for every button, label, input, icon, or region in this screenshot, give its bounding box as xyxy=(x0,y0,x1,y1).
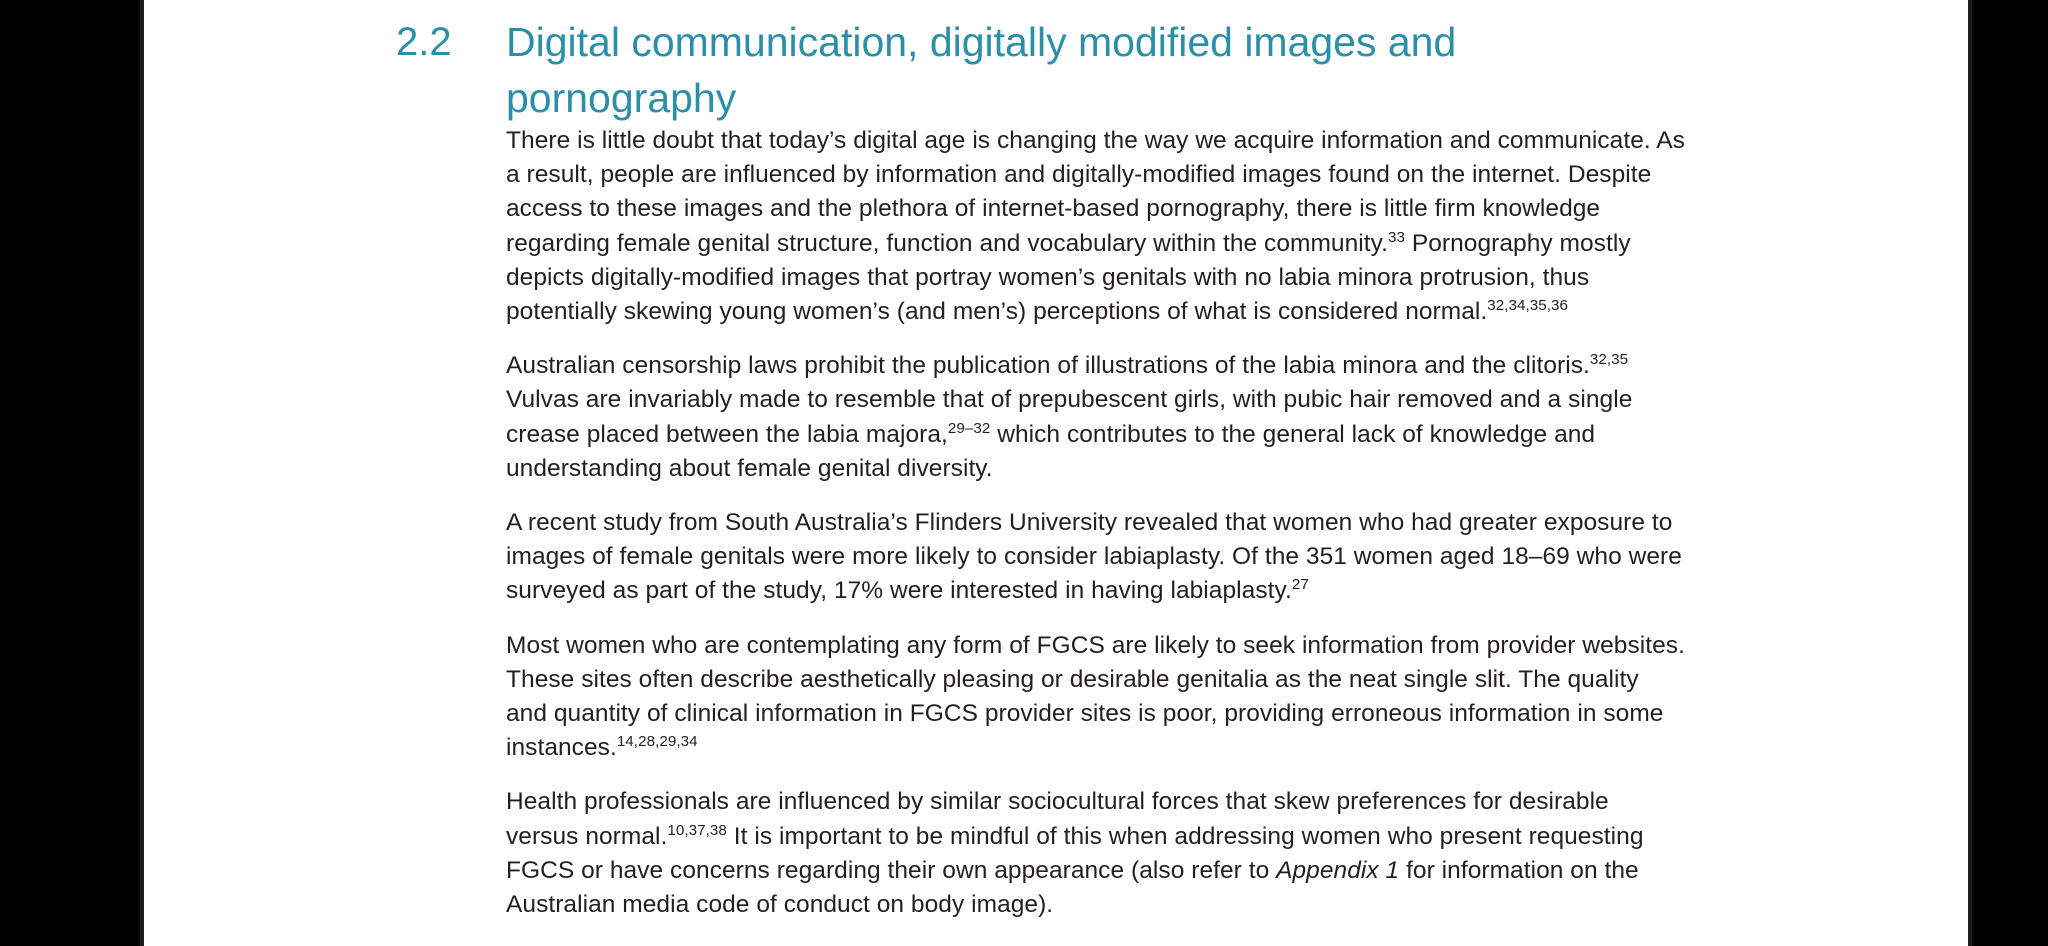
paragraph: A recent study from South Australia’s Flinders University revealed that women who had greater exposure to images of female genitals were more likely to consider labiaplasty. Of the 351 women aged 18–69 who were surveyed as part of the study, 17% were interested in having labiaplasty.$^{27}$ xyxy=(506,509,1682,605)
viewer-left-margin xyxy=(0,0,108,946)
section-title: Digital communication, digitally modified images and pornography xyxy=(506,19,1457,121)
paragraph: Most women who are contemplating any form of FGCS are likely to seek information from provider websites. These sites often describe aesthetically pleasing or desirable genitalia as the neat single slit. The quality and quantity of clinical information in FGCS provider sites is poor, providing erroneous information in some instances.$^{14,28,29,34}$ xyxy=(506,631,1685,762)
section-heading xyxy=(396,14,1696,126)
paragraph: Health professionals are influenced by similar sociocultural forces that skew preferences for desirable versus normal.$^{10,37,38}$ It is important to be mindful of this when addressing women who present requesting FGCS or have concerns regarding their own appearance (also refer to Appendix 1 for information on the Australian media code of conduct on body image). xyxy=(506,788,1644,919)
paragraph: Australian censorship laws prohibit the publication of illustrations of the labia minora and the clitoris.$^{32,35}$ Vulvas are invariably made to resemble that of prepubescent girls, with pubic hair removed and a single crease placed between the labia majora,$^{29-32}$ which contributes to the general lack of knowledge and understanding about female genital diversity. xyxy=(506,351,1633,482)
page-content xyxy=(144,0,1968,946)
paragraph: There is little doubt that today’s digital age is changing the way we acquire information and communicate. As a result, people are influenced by information and digitally-modified images found on the internet. Despite access to these images and the plethora of internet-based pornography, there is little firm knowledge regarding female genital structure, function and vocabulary within the community.$^{33}$ Pornography mostly depicts digitally-modified images that portray women’s genitals with no labia minora protrusion, thus potentially skewing young women’s (and men’s) perceptions of what is considered normal.$^{32,34,35,36}$ xyxy=(506,127,1685,326)
document-page xyxy=(144,0,1968,946)
viewer-right-margin xyxy=(1964,0,2048,946)
section-number: 2.2 xyxy=(396,20,452,64)
body-text-column xyxy=(506,124,1686,922)
